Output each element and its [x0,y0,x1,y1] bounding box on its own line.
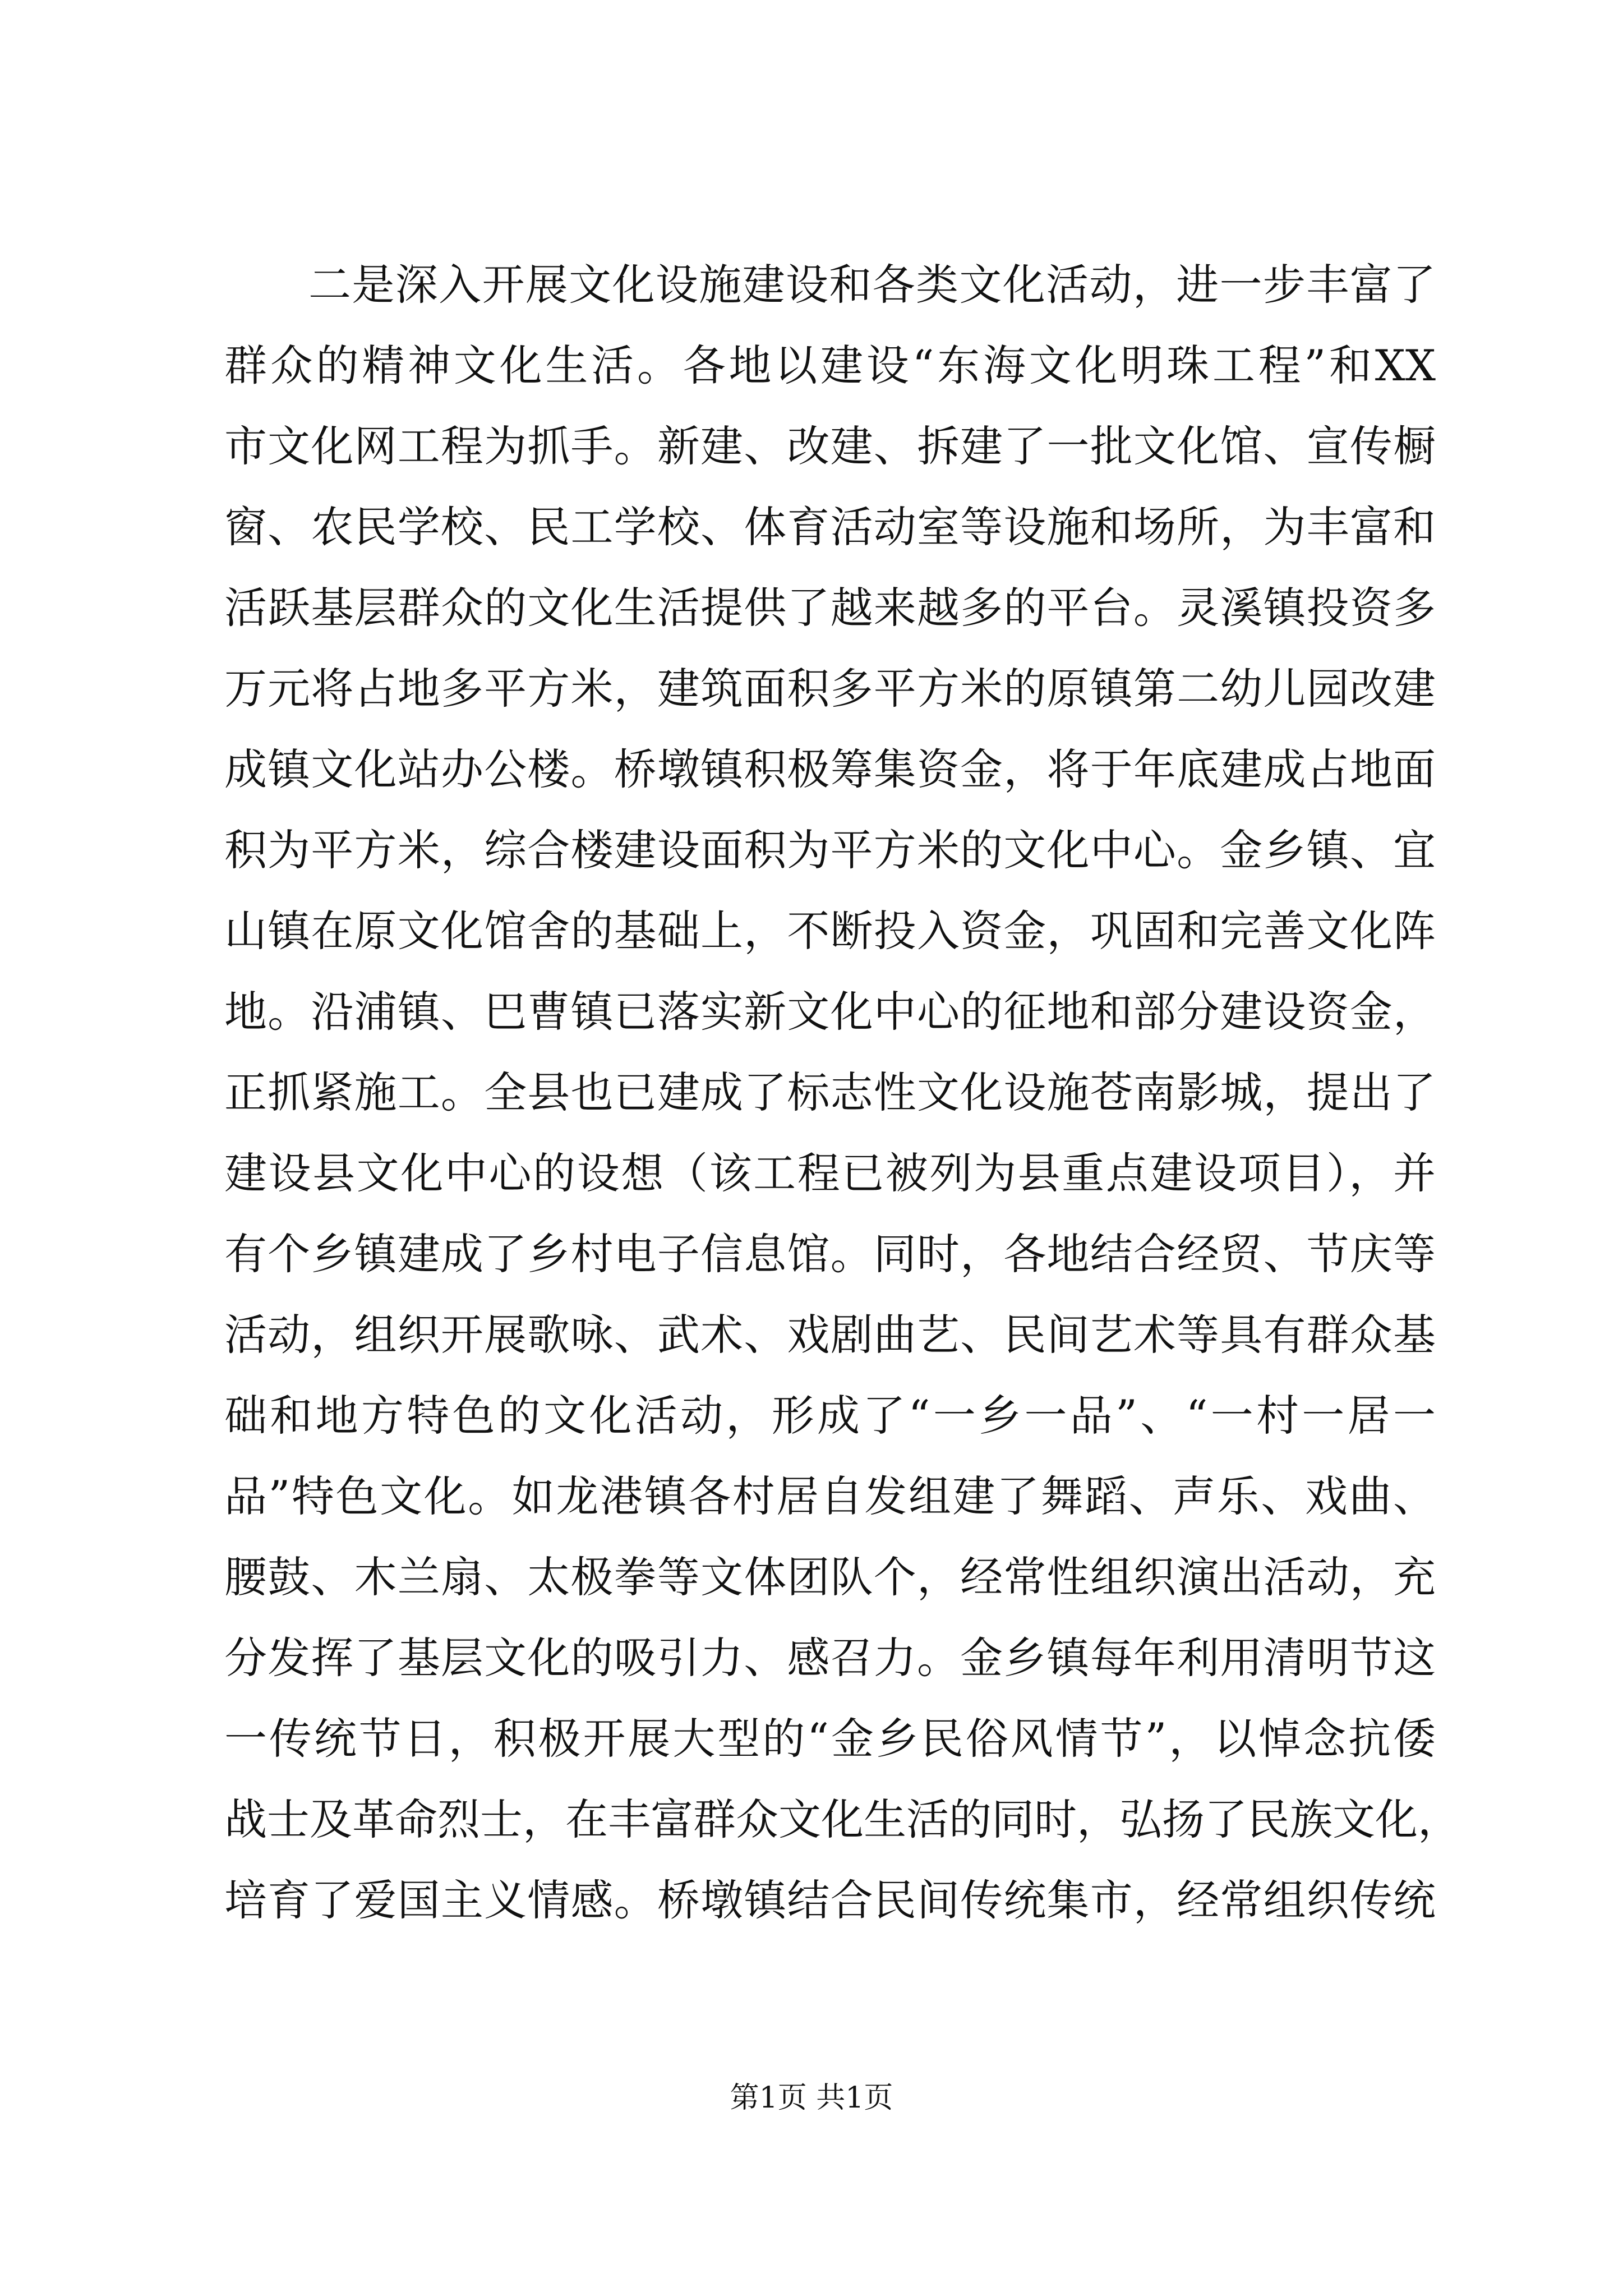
paragraph-line: 腰鼓、木兰扇、太极拳等文体团队个，经常性组织演出活动，充 [224,1552,1436,1602]
body-paragraph [224,245,1460,1941]
paragraph-line: 万元将占地多平方米，建筑面积多平方米的原镇第二幼儿园改建 [224,664,1436,714]
paragraph-line: 建设县文化中心的设想（该工程已被列为县重点建设项目），并 [224,1148,1436,1198]
paragraph-line: 品”特色文化。如龙港镇各村居自发组建了舞蹈、声乐、戏曲、 [224,1471,1436,1521]
paragraph-line: 培育了爱国主义情感。桥墩镇结合民间传统集市，经常组织传统 [224,1875,1436,1925]
paragraph-line: 窗、农民学校、民工学校、体育活动室等设施和场所，为丰富和 [224,502,1436,552]
paragraph-line: 分发挥了基层文化的吸引力、感召力。金乡镇每年利用清明节这 [224,1633,1436,1683]
paragraph-line: 正抓紧施工。全县也已建成了标志性文化设施苍南影城，提出了 [224,1068,1436,1117]
paragraph-line: 市文化网工程为抓手。新建、改建、拆建了一批文化馆、宣传橱 [224,421,1436,471]
page-footer: 第1页 共1页 [730,2081,893,2115]
paragraph-line: 山镇在原文化馆舍的基础上，不断投入资金，巩固和完善文化阵 [224,906,1436,956]
paragraph-line: 活跃基层群众的文化生活提供了越来越多的平台。灵溪镇投资多 [224,583,1436,633]
paragraph-line: 有个乡镇建成了乡村电子信息馆。同时，各地结合经贸、节庆等 [224,1229,1436,1279]
paragraph-line: 二是深入开展文化设施建设和各类文化活动，进一步丰富了 [308,260,1436,310]
paragraph-line: 一传统节日，积极开展大型的“金乡民俗风情节”，以悼念抗倭 [224,1714,1436,1764]
paragraph-line: 战士及革命烈士，在丰富群众文化生活的同时，弘扬了民族文化， [224,1795,1460,1844]
paragraph-line: 群众的精神文化生活。各地以建设“东海文化明珠工程”和XX [224,341,1436,390]
paragraph-line: 活动，组织开展歌咏、武术、戏剧曲艺、民间艺术等具有群众基 [224,1310,1436,1360]
paragraph-line: 成镇文化站办公楼。桥墩镇积极筹集资金，将于年底建成占地面 [224,744,1436,794]
paragraph-line: 地。沿浦镇、巴曹镇已落实新文化中心的征地和部分建设资金， [224,987,1436,1037]
paragraph-line: 础和地方特色的文化活动，形成了“一乡一品”、“一村一居一 [224,1391,1436,1441]
paragraph-line: 积为平方米，综合楼建设面积为平方米的文化中心。金乡镇、宜 [224,825,1436,875]
